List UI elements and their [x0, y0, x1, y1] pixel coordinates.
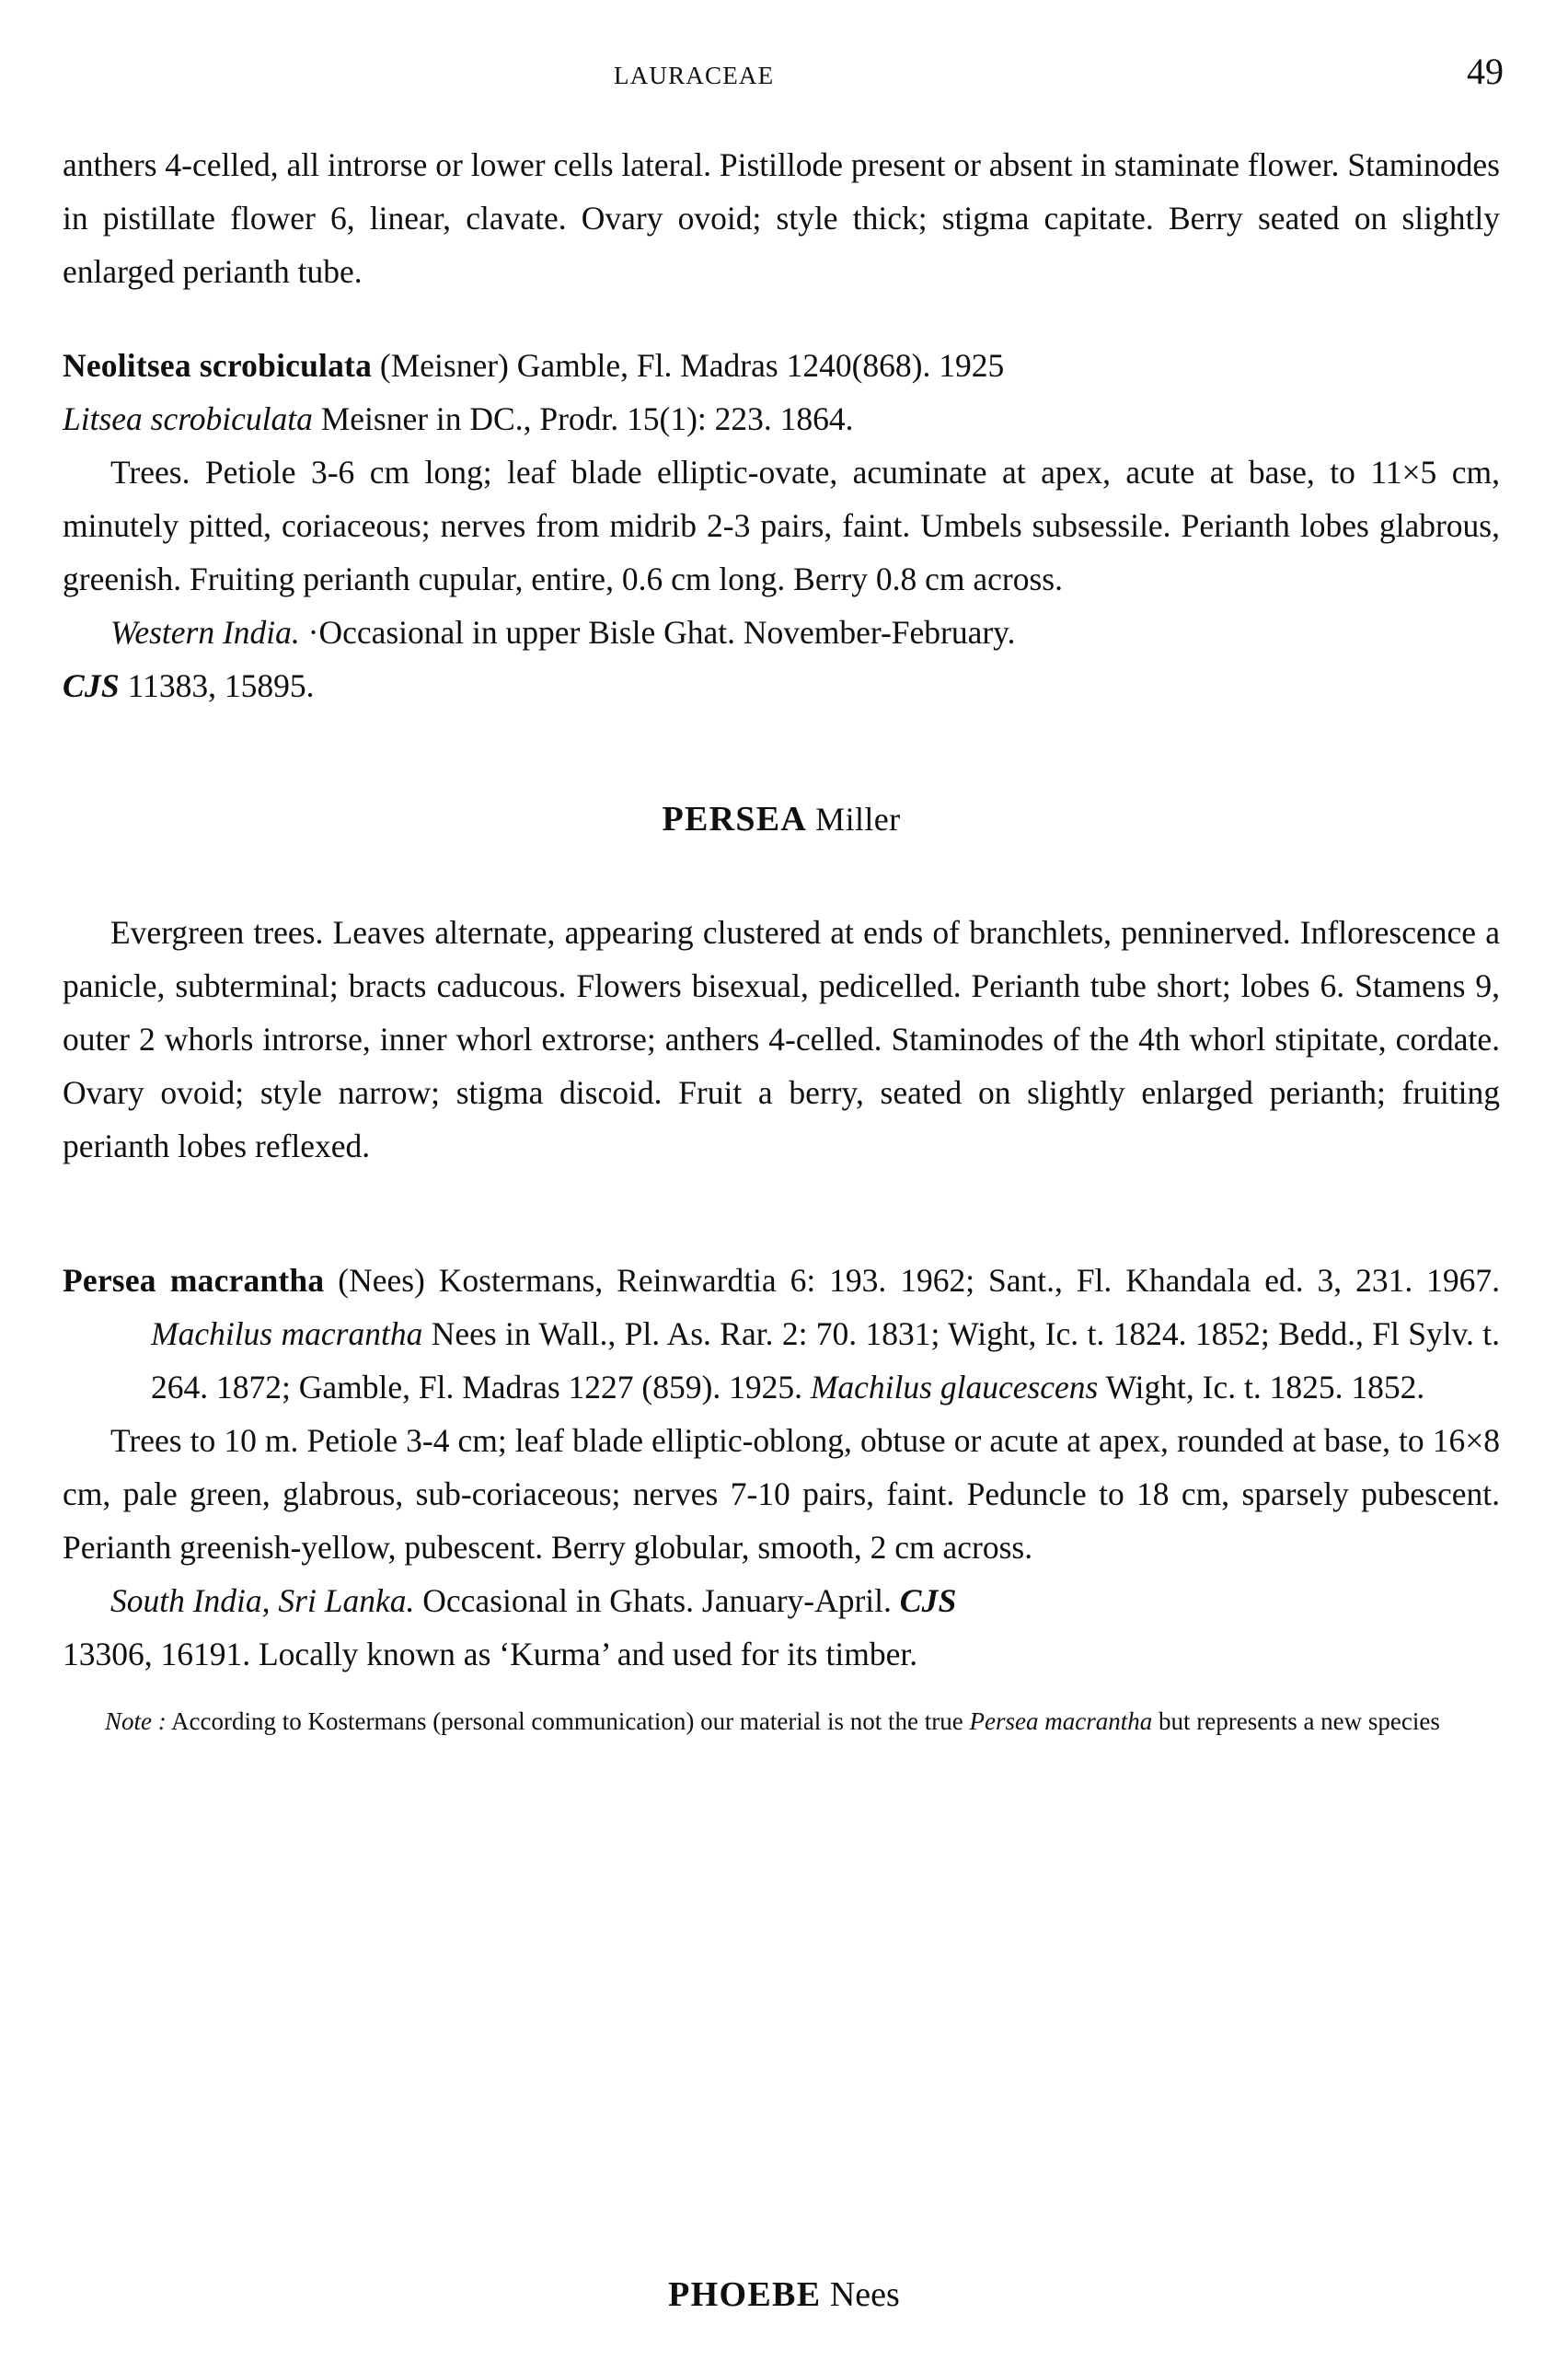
distribution-region-persea-macrantha: South India, Sri Lanka.	[110, 1582, 415, 1619]
collector-code-neolitsea: CJS	[63, 667, 120, 704]
spacer	[63, 845, 1500, 906]
genus-author-persea: Miller	[815, 801, 901, 838]
description-persea-macrantha: Trees to 10 m. Petiole 3-4 cm; leaf blade elliptic-oblong, obtuse or acute at apex, rounded at base, to 16×8 cm, pale green, glabrous, sub-coriaceous; nerves 7-10 pairs, faint. Peduncle to 18 cm, sparsely pubescent. Perianth greenish-yellow, pubescent. Berry globular, smooth, 2 cm across.	[63, 1422, 1500, 1566]
note-text-second: but represents a new species	[1152, 1707, 1440, 1735]
genus-name-persea: PERSEA	[662, 800, 808, 839]
running-head	[57, 53, 1511, 96]
note-persea-macrantha	[63, 1701, 1500, 1741]
synonym-citation-machilus-glaucescens: Wight, Ic. t. 1825. 1852.	[1098, 1369, 1425, 1406]
synonym-citation-machilus-macrantha: Nees in Wall., Pl. As. Rar. 2: 70. 1831; Wight, Ic. t. 1824. 1852; Bedd., Fl Sylv. t. 264. 1872; Gamble, Fl. Madras 1227 (859). 1925.	[151, 1315, 1500, 1406]
collection-neolitsea	[63, 659, 1500, 712]
synonym-neolitsea	[63, 392, 1500, 445]
species-entry-neolitsea-scrobiculata	[63, 339, 1500, 392]
species-name-persea-macrantha: Persea macrantha	[63, 1262, 325, 1299]
genus-name-phoebe: PHOEBE	[668, 2275, 822, 2314]
synonym-citation-litsea: Meisner in DC., Prodr. 15(1): 223. 1864.	[312, 400, 854, 437]
synonym-name-litsea-scrobiculata: Litsea scrobiculata	[63, 400, 313, 437]
text-column	[63, 138, 1500, 1741]
collection-numbers-neolitsea: 11383, 15895.	[119, 667, 315, 704]
distribution-detail-neolitsea: ·Occasional in upper Bisle Ghat. November-February.	[299, 614, 1016, 651]
spacer	[63, 298, 1500, 339]
spacer	[63, 1173, 1500, 1254]
genus-heading-phoebe	[0, 2272, 1568, 2318]
genus-author-phoebe: Nees	[829, 2275, 900, 2314]
collection-persea-macrantha: 13306, 16191. Locally known as ‘Kurma’ and used for its timber.	[63, 1636, 918, 1672]
page-number: 49	[1467, 51, 1504, 92]
running-head-family: LAURACEAE	[614, 62, 775, 89]
species-citation-neolitsea: (Meisner) Gamble, Fl. Madras 1240(868). 1925	[372, 347, 1005, 384]
distribution-region-neolitsea: Western India.	[110, 614, 300, 651]
species-citation-persea-macrantha: (Nees) Kostermans, Reinwardtia 6: 193. 1962; Sant., Fl. Khandala ed. 3, 231. 1967.	[324, 1262, 1501, 1299]
species-name-neolitsea-scrobiculata: Neolitsea scrobiculata	[63, 347, 373, 384]
genus-heading-persea	[63, 793, 1500, 845]
spacer	[63, 712, 1500, 793]
distribution-detail-persea-macrantha: Occasional in Ghats. January-April.	[414, 1582, 900, 1619]
synonym-name-machilus-glaucescens: Machilus glaucescens	[810, 1369, 1099, 1406]
description-persea-genus: Evergreen trees. Leaves alternate, appearing clustered at ends of branchlets, penninerved. Inflorescence a panicle, subterminal; bracts caducous. Flowers bisexual, pedicelled. Perianth tube short; lobes 6. Stamens 9, outer 2 whorls introrse, inner whorl extrorse; anthers 4-celled. Staminodes of the 4th whorl stipitate, cordate. Ovary ovoid; style narrow; stigma discoid. Fruit a berry, seated on slightly enlarged perianth; fruiting perianth lobes reflexed.	[63, 914, 1500, 1164]
distribution-persea-macrantha	[63, 1574, 1500, 1627]
distribution-neolitsea	[63, 606, 1500, 659]
note-text-first: According to Kostermans (personal communication) our material is not the true	[166, 1707, 970, 1735]
paragraph-lauraceae-continued: anthers 4-celled, all introrse or lower cells lateral. Pistillode present or absent in staminate flower. Staminodes in pistillate flower 6, linear, clavate. Ovary ovoid; style thick; stigma capitate. Berry seated on slightly enlarged perianth tube.	[63, 146, 1500, 290]
spacer	[63, 1681, 1500, 1701]
note-label: Note :	[105, 1707, 167, 1735]
species-entry-persea-macrantha	[63, 1254, 1500, 1414]
description-neolitsea-scrobiculata: Trees. Petiole 3-6 cm long; leaf blade elliptic-ovate, acuminate at apex, acute at base, to 11×5 cm, minutely pitted, coriaceous; nerves from midrib 2-3 pairs, faint. Umbels subsessile. Perianth lobes glabrous, greenish. Fruiting perianth cupular, entire, 0.6 cm long. Berry 0.8 cm across.	[63, 454, 1500, 597]
synonym-name-machilus-macrantha: Machilus macrantha	[151, 1315, 423, 1352]
note-species-name: Persea macrantha	[969, 1707, 1153, 1735]
collector-code-persea-macrantha: CJS	[899, 1582, 957, 1619]
